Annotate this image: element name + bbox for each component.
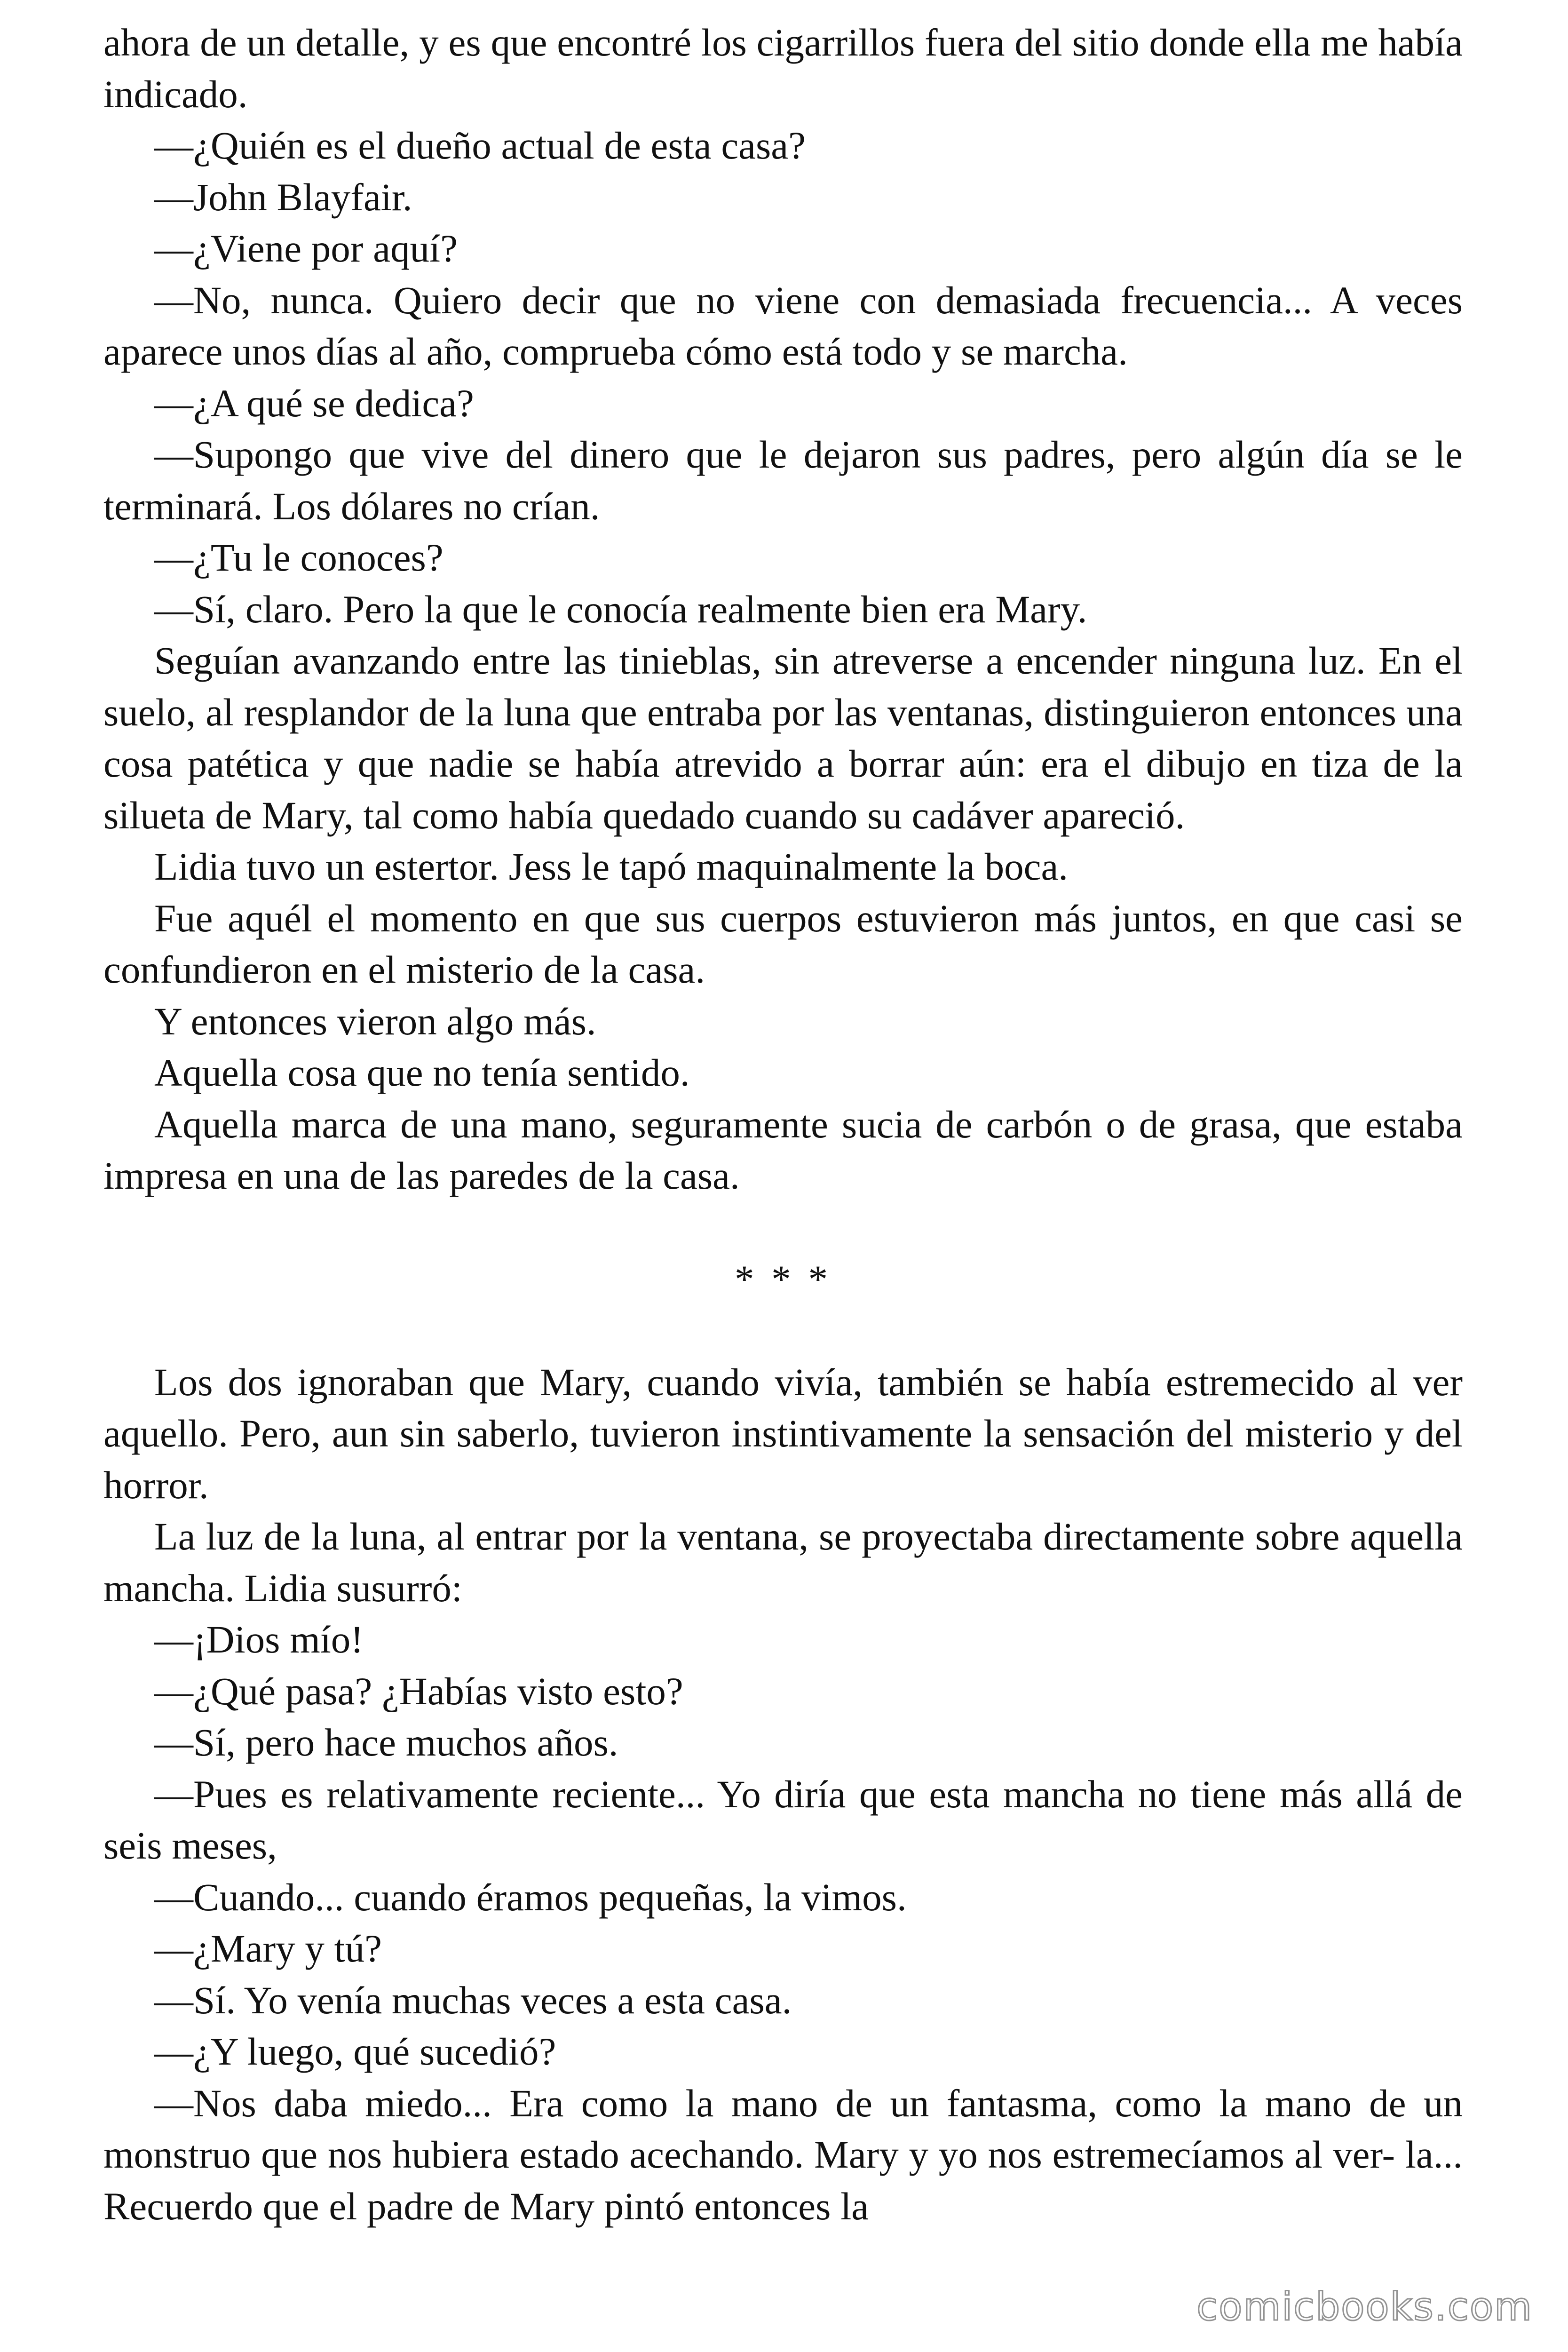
paragraph: —¿Viene por aquí? [154, 227, 458, 270]
paragraph: Y entonces vieron algo más. [154, 999, 596, 1043]
paragraph: —John Blayfair. [154, 175, 412, 219]
paragraph: —¿Y luego, qué sucedió? [154, 2030, 556, 2073]
document-page [103, 17, 1463, 2232]
paragraph: La luz de la luna, al entrar por la ventana, se proyectaba directamente sobre aquella mancha. Lidia susurró: [103, 1515, 1463, 1610]
paragraph: —Supongo que vive del dinero que le dejaron sus padres, pero algún día se le terminará. Los dólares no crían. [103, 433, 1463, 528]
paragraph: Fue aquél el momento en que sus cuerpos estuvieron más juntos, en que casi se confundieron en el misterio de la casa. [103, 896, 1463, 991]
text-block-top [103, 17, 1463, 1202]
paragraph: —¿A qué se dedica? [154, 381, 474, 425]
paragraph: —Pues es relativamente reciente... Yo diría que esta mancha no tiene más allá de seis meses, [103, 1772, 1463, 1867]
paragraph: Aquella cosa que no tenía sentido. [154, 1051, 690, 1094]
paragraph: —¿Qué pasa? ¿Habías visto esto? [154, 1669, 683, 1713]
section-separator: * * * [735, 1257, 832, 1301]
paragraph: —No, nunca. Quiero decir que no viene con demasiada frecuencia... A veces aparece unos días al año, comprueba cómo está todo y se marcha. [103, 278, 1463, 373]
paragraph: Seguían avanzando entre las tinieblas, sin atreverse a encender ninguna luz. En el suelo, al resplandor de la luna que entraba por las ventanas, distinguieron entonces una cosa patética y que nadie se había atrevido a borrar aún: era el dibujo en tiza de la silueta de Mary, tal como había quedado cuando su cadáver apareció. [103, 639, 1463, 837]
paragraph: —¿Tu le conoces? [154, 536, 443, 579]
paragraph: Los dos ignoraban que Mary, cuando vivía, también se había estremecido al ver aquello. Pero, aun sin saberlo, tuvieron instintivamente la sensación del misterio y del horror. [103, 1360, 1463, 1507]
watermark: comicbooks.com [1196, 2285, 1533, 2329]
paragraph: —¡Dios mío! [154, 1618, 364, 1661]
paragraph: —¿Quién es el dueño actual de esta casa? [154, 124, 806, 167]
paragraph: ahora de un detalle, y es que encontré los cigarrillos fuera del sitio donde ella me había indicado. [103, 21, 1463, 116]
paragraph: —Cuando... cuando éramos pequeñas, la vimos. [154, 1875, 907, 1919]
text-block-bottom [103, 1357, 1463, 2233]
paragraph: Lidia tuvo un estertor. Jess le tapó maquinalmente la boca. [154, 845, 1069, 888]
paragraph: —Sí, claro. Pero la que le conocía realmente bien era Mary. [154, 587, 1087, 631]
paragraph: Aquella marca de una mano, seguramente sucia de carbón o de grasa, que estaba impresa en una de las paredes de la casa. [103, 1102, 1463, 1197]
paragraph: —Sí, pero hace muchos años. [154, 1721, 618, 1764]
paragraph: —Nos daba miedo... Era como la mano de un fantasma, como la mano de un monstruo que nos hubiera estado acechando. Mary y yo nos estremecíamos al ver- la... Recuerdo que el padre de Mary pintó entonces la [103, 2081, 1463, 2228]
paragraph: —¿Mary y tú? [154, 1927, 382, 1970]
paragraph: —Sí. Yo venía muchas veces a esta casa. [154, 1978, 792, 2022]
